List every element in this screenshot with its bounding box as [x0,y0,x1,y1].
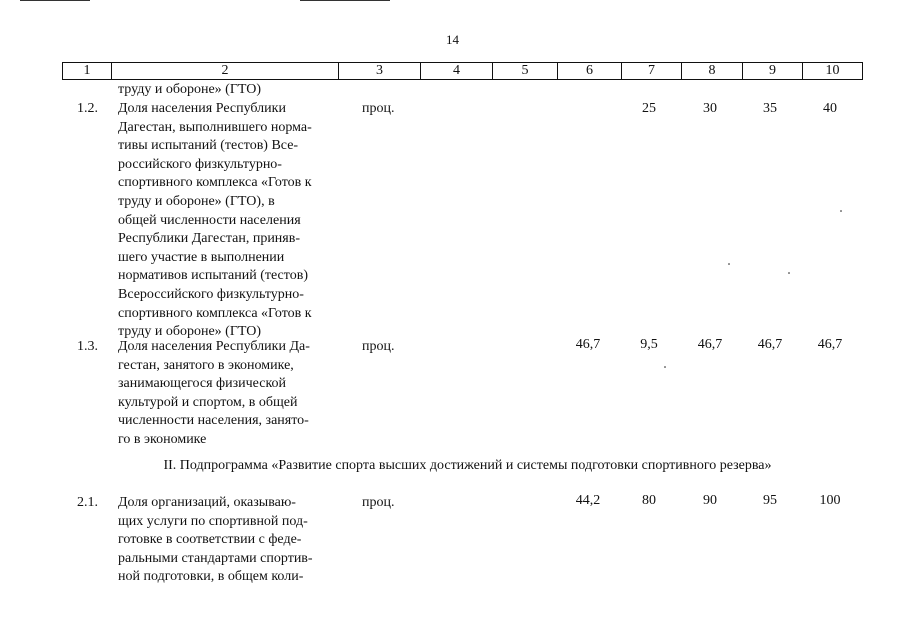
value-col-6: 46,7 [575,337,601,352]
description-line: Дагестан, выполнившего норма- [118,119,312,135]
value-col-6: 44,2 [575,493,601,508]
description-line: тивы испытаний (тестов) Все- [118,138,299,154]
unit-cell: проц. [362,101,395,116]
scan-speck [840,210,842,212]
description-line: Республики Дагестан, приняв- [118,231,301,247]
unit-cell: проц. [362,339,395,354]
header-cell: 5 [493,63,558,79]
description-line: общей численности населения [118,212,301,228]
description-line: занимающегося физической [118,376,287,392]
unit-cell: проц. [362,495,395,510]
description-line: спортивного комплекса «Готов к [118,175,312,191]
top-edge-rule [20,0,90,1]
row-description [118,494,332,587]
description-line: Всероссийского физкультурно- [118,286,304,302]
description-line: Доля организаций, оказываю- [118,495,296,510]
description-line: российского физкультурно- [118,156,282,172]
value-col-10: 46,7 [817,337,843,352]
row-description [118,100,332,342]
row-description [118,338,332,450]
continuation-text: труду и обороне» (ГТО) [118,82,262,97]
description-line: численности населения, занято- [118,413,309,429]
scan-speck [788,272,790,274]
value-col-8: 46,7 [697,337,723,352]
section-title: II. Подпрограмма «Развитие спорта высших достижений и системы подготовки спортивного резерва» [163,458,772,473]
description-line: го в экономике [118,431,207,447]
header-cell: 2 [112,63,339,79]
value-col-9: 46,7 [757,337,783,352]
description-line: шего участие в выполнении [118,249,285,265]
value-col-7: 25 [642,101,656,116]
header-cell: 1 [63,63,112,79]
header-cell: 6 [558,63,622,79]
value-col-7: 80 [642,493,656,508]
row-number: 1.3. [77,339,98,354]
description-line: Доля населения Республики [118,101,286,116]
value-col-10: 40 [823,101,837,116]
description-line: гестан, занятого в экономике, [118,357,294,373]
header-cell: 8 [682,63,743,79]
description-line: культурой и спортом, в общей [118,394,298,410]
value-col-9: 95 [763,493,777,508]
header-cell: 9 [743,63,803,79]
row-number: 1.2. [77,101,98,116]
description-line: ральными стандартами спортив- [118,550,313,566]
description-line: ной подготовки, в общем коли- [118,569,304,585]
row-number: 2.1. [77,495,98,510]
description-line: труду и обороне» (ГТО), в [118,193,275,209]
value-col-9: 35 [763,101,777,116]
scan-speck [728,263,730,265]
description-line: труду и обороне» (ГТО) [118,324,262,340]
scan-speck [664,366,666,368]
value-col-8: 30 [703,101,717,116]
description-line: нормативов испытаний (тестов) [118,268,308,284]
description-line: Доля населения Республики Да- [118,339,310,354]
description-line: щих услуги по спортивной под- [118,513,308,529]
value-col-10: 100 [819,493,841,508]
page-number: 14 [446,32,459,47]
value-col-8: 90 [703,493,717,508]
description-line: спортивного комплекса «Готов к [118,305,312,321]
header-cell: 3 [339,63,421,79]
header-cell: 4 [421,63,493,79]
value-col-7: 9,5 [640,337,658,352]
top-edge-rule [300,0,390,1]
header-cell: 7 [622,63,682,79]
header-cell: 10 [825,63,840,78]
table-header-row [62,62,863,80]
description-line: готовке в соответствии с феде- [118,532,302,548]
